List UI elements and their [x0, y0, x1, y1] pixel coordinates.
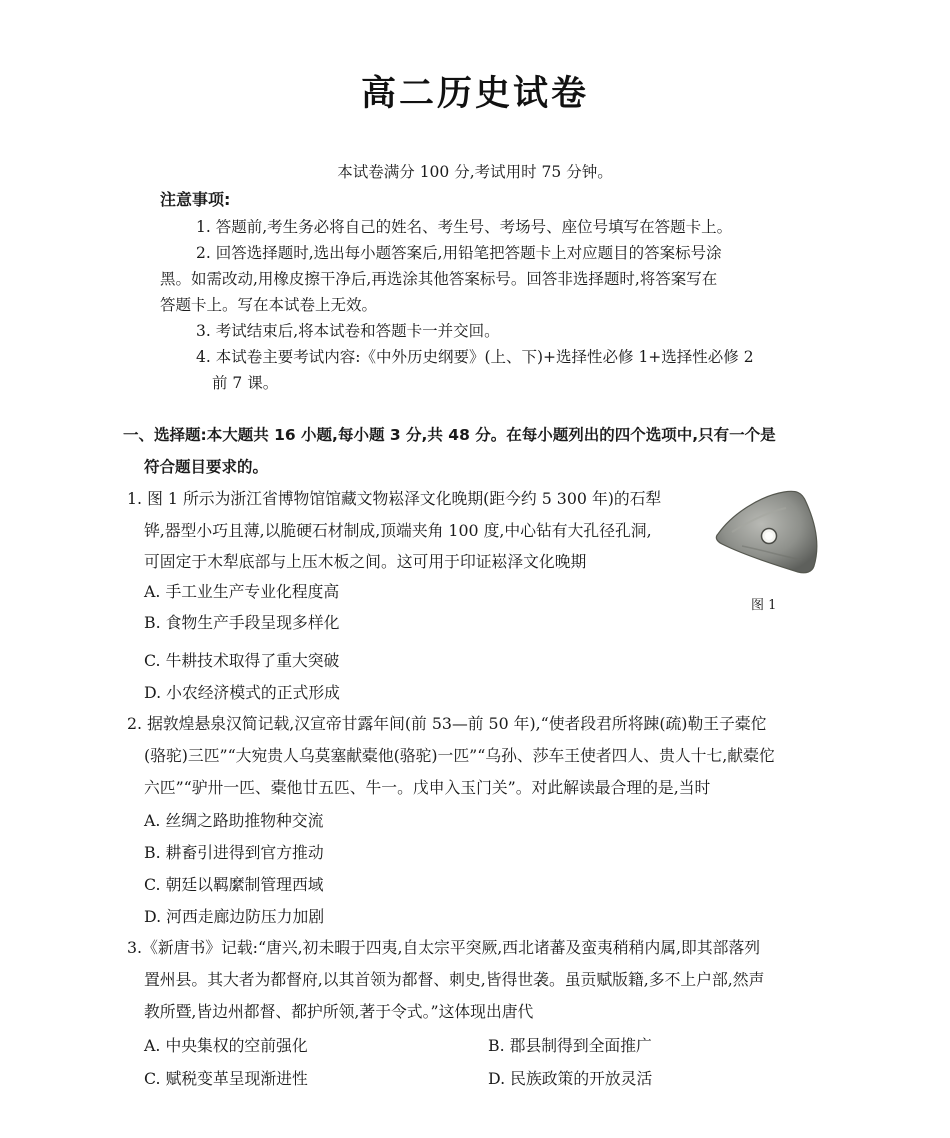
question-1-option-a: A. 手工业生产专业化程度高 — [144, 582, 340, 601]
question-1-option-b: B. 食物生产手段呈现多样化 — [144, 613, 340, 632]
note-line: 2. 回答选择题时,选出每小题答案后,用铅笔把答题卡上对应题目的答案标号涂 — [196, 244, 722, 262]
question-3-option-c: C. 赋税变革呈现渐进性 — [144, 1069, 308, 1088]
section-heading: 一、选择题:本大题共 16 小题,每小题 3 分,共 48 分。在每小题列出的四个选项中,只有一个是 — [123, 426, 776, 444]
page-title: 高二历史试卷 — [360, 74, 589, 114]
question-3-option-a: A. 中央集权的空前强化 — [144, 1036, 308, 1055]
exam-info: 本试卷满分 100 分,考试用时 75 分钟。 — [337, 163, 613, 181]
question-2-stem: 六匹”“驴卅一匹、橐他廿五匹、牛一。戊申入玉门关”。对此解读最合理的是,当时 — [144, 778, 711, 797]
figure-caption: 图 1 — [751, 598, 777, 613]
question-1-option-d: D. 小农经济模式的正式形成 — [144, 683, 340, 702]
question-1-option-c: C. 牛耕技术取得了重大突破 — [144, 651, 340, 670]
question-2-option-b: B. 耕畜引进得到官方推动 — [144, 843, 324, 862]
question-3-option-d: D. 民族政策的开放灵活 — [488, 1069, 653, 1088]
question-2-stem: (骆驼)三匹”“大宛贵人乌莫塞献橐他(骆驼)一匹”“乌孙、莎车王使者四人、贵人十七,献橐佗 — [144, 746, 775, 765]
question-2-option-c: C. 朝廷以羁縻制管理西域 — [144, 875, 324, 894]
notes-heading: 注意事项: — [160, 190, 231, 209]
question-1-stem: 可固定于木犁底部与上压木板之间。这可用于印证崧泽文化晚期 — [144, 552, 587, 571]
section-heading-cont: 符合题目要求的。 — [144, 458, 269, 476]
question-3-stem: 3.《新唐书》记载:“唐兴,初未暇于四夷,自太宗平突厥,西北诸蕃及蛮夷稍稍内属,即其部落列 — [127, 938, 761, 957]
question-2-option-d: D. 河西走廊边防压力加剧 — [144, 907, 325, 926]
note-line: 黑。如需改动,用橡皮擦干净后,再选涂其他答案标号。回答非选择题时,将答案写在 — [160, 270, 718, 288]
question-2-option-a: A. 丝绸之路助推物种交流 — [144, 811, 324, 830]
question-1-stem: 铧,器型小巧且薄,以脆硬石材制成,顶端夹角 100 度,中心钻有大孔径孔洞, — [144, 521, 652, 540]
note-line: 答题卡上。写在本试卷上无效。 — [160, 296, 378, 314]
question-3-option-b: B. 郡县制得到全面推广 — [488, 1036, 652, 1055]
note-line: 1. 答题前,考生务必将自己的姓名、考生号、考场号、座位号填写在答题卡上。 — [196, 218, 733, 236]
question-3-stem: 教所暨,皆边州都督、都护所领,著于令式。”这体现出唐代 — [144, 1002, 534, 1021]
note-line: 4. 本试卷主要考试内容:《中外历史纲要》(上、下)+选择性必修 1+选择性必修 2 — [196, 348, 754, 366]
question-3-stem: 置州县。其大者为都督府,以其首领为都督、刺史,皆得世袭。虽贡赋版籍,多不上户部,然声 — [144, 970, 765, 989]
question-2-stem: 2. 据敦煌悬泉汉简记载,汉宣帝甘露年间(前 53—前 50 年),“使者段君所将踈(疏)勒王子橐佗 — [127, 714, 767, 733]
note-line: 前 7 课。 — [212, 374, 279, 392]
question-1-stem: 1. 图 1 所示为浙江省博物馆馆藏文物崧泽文化晚期(距今约 5 300 年)的石犁 — [127, 489, 662, 508]
stone-plough-image — [712, 484, 826, 584]
note-line: 3. 考试结束后,将本试卷和答题卡一并交回。 — [196, 322, 500, 340]
